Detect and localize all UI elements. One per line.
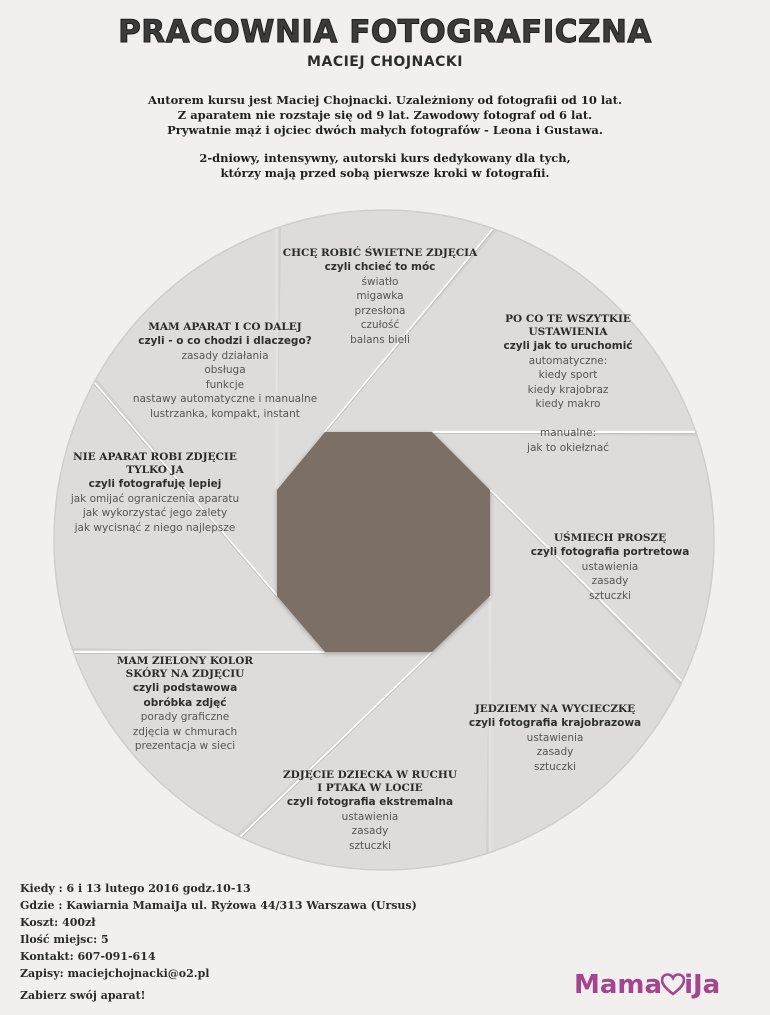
segment-item: prezentacja w sieci xyxy=(134,740,236,752)
segment-title: MAM APARAT I CO DALEJ xyxy=(148,321,302,333)
segment-item: zdjęcia w chmurach xyxy=(132,725,238,738)
segment-title: PO CO TE WSZYTKIE xyxy=(505,313,631,325)
segment-portrait xyxy=(520,532,700,603)
segment-item: jak to okiełznać xyxy=(527,441,609,454)
segment-title: SKÓRY NA ZDJĘCIU xyxy=(125,668,245,680)
segment-item: manualne: xyxy=(540,427,596,439)
intro-line: 2-dniowy, intensywny, autorski kurs dedykowany dla tych, xyxy=(199,151,571,165)
heart-icon xyxy=(661,973,685,997)
segment-item: zasady xyxy=(591,575,629,587)
segment-title: NIE APARAT ROBI ZDJĘCIE xyxy=(73,451,237,463)
segment-item: ustawienia xyxy=(341,810,399,823)
detail-cost: Koszt: 400zł xyxy=(20,916,96,929)
logo-text-mama: Mama xyxy=(574,969,663,1000)
poster-title: PRACOWNIA FOTOGRAFICZNA xyxy=(118,14,652,50)
intro-line: Z aparatem nie rozstaje się od 9 lat. Zawodowy fotograf od 6 lat. xyxy=(177,108,593,122)
segment-item: zasady działania xyxy=(181,349,269,362)
segment-subtitle: czyli fotografia portretowa xyxy=(530,546,690,558)
segment-extreme xyxy=(270,769,470,853)
segment-item: obsługa xyxy=(204,364,246,376)
segment-title: USTAWIENIA xyxy=(528,326,608,338)
segment-item: ustawienia xyxy=(526,731,584,744)
segment-item: sztuczki xyxy=(533,760,577,773)
segment-item xyxy=(478,412,658,427)
segment-subtitle: czyli fotografia ekstremalna xyxy=(286,796,454,808)
segment-subtitle: czyli fotografuję lepiej xyxy=(88,478,222,490)
segment-item: balans bieli xyxy=(350,333,410,346)
segment-subtitle: czyli podstawowa xyxy=(132,682,238,694)
segment-item: czułość xyxy=(360,319,400,331)
segment-item: ustawienia xyxy=(581,560,639,573)
segment-item: migawka xyxy=(356,290,404,302)
segment-item: zasady xyxy=(536,746,574,758)
detail-when: Kiedy : 6 i 13 lutego 2016 godz.10-13 xyxy=(20,882,251,895)
segment-item: lustrzanka, kompakt, instant xyxy=(150,407,300,420)
course-details xyxy=(20,880,417,982)
segment-title: MAM ZIELONY KOLOR xyxy=(116,655,254,667)
poster-subtitle: MACIEJ CHOJNACKI xyxy=(307,54,463,70)
segment-item: kiedy sport xyxy=(538,369,598,381)
intro-line: którzy mają przed sobą pierwsze kroki w fotografii. xyxy=(220,166,550,180)
call-to-action: Zabierz swój aparat! xyxy=(20,989,146,1002)
logo-text-ija: iJa xyxy=(684,969,721,1000)
segment-item: nastawy automatyczne i manualne xyxy=(132,393,318,405)
segment-title: ZDJĘCIE DZIECKA W RUCHU xyxy=(283,769,457,781)
intro-line: Prywatnie mąż i ojciec dwóch małych fotografów - Leona i Gustawa. xyxy=(167,123,603,137)
segment-item: przesłona xyxy=(354,304,406,317)
segment-subtitle: czyli - o co chodzi i dlaczego? xyxy=(138,335,312,347)
detail-where: Gdzie : Kawiarnia MamaiJa ul. Ryżowa 44/313 Warszawa (Ursus) xyxy=(20,899,417,912)
segment-editing xyxy=(110,655,260,754)
detail-contact: Kontakt: 607-091-614 xyxy=(20,950,156,963)
segment-item: jak omijać ograniczenia aparatu xyxy=(70,492,240,505)
segment-subtitle: czyli jak to uruchomić xyxy=(503,340,633,352)
detail-signup: Zapisy: maciejchojnacki@o2.pl xyxy=(20,967,210,980)
segment-item: jak wycisnąć z niego najlepsze xyxy=(74,521,236,534)
segment-title: UŚMIECH PROSZĘ xyxy=(553,532,667,544)
segment-title: TYLKO JA xyxy=(126,464,184,476)
detail-seats: Ilość miejsc: 5 xyxy=(20,933,109,946)
segment-item: kiedy makro xyxy=(535,398,601,410)
segment-item: porady graficzne xyxy=(140,711,230,723)
segment-camera-basics xyxy=(115,321,335,421)
segment-item: funkcje xyxy=(205,378,245,391)
mamaija-logo xyxy=(574,969,754,1003)
segment-subtitle: czyli fotografia krajobrazowa xyxy=(468,717,642,729)
segment-item: światło xyxy=(361,275,399,288)
segment-not-camera xyxy=(45,451,265,535)
segment-title: I PTAKA W LOCIE xyxy=(317,782,423,794)
segment-landscape xyxy=(455,703,655,774)
segment-item: jak wykorzystać jego zalety xyxy=(82,507,228,519)
segment-item: zasady xyxy=(351,825,389,837)
segment-settings xyxy=(478,313,658,455)
segment-item: sztuczki xyxy=(588,589,632,602)
aperture-opening xyxy=(277,432,490,652)
segment-item: kiedy krajobraz xyxy=(527,383,609,396)
segment-title: CHCĘ ROBIĆ ŚWIETNE ZDJĘCIA xyxy=(282,247,478,259)
segment-item: sztuczki xyxy=(348,839,392,852)
segment-subtitle: obróbka zdjęć xyxy=(143,696,227,709)
segment-item: automatyczne: xyxy=(528,354,608,367)
segment-title: JEDZIEMY NA WYCIECZKĘ xyxy=(474,703,636,715)
segment-subtitle: czyli chcieć to móc xyxy=(324,261,436,273)
intro-line: Autorem kursu jest Maciej Chojnacki. Uzależniony od fotografii od 10 lat. xyxy=(148,93,622,107)
